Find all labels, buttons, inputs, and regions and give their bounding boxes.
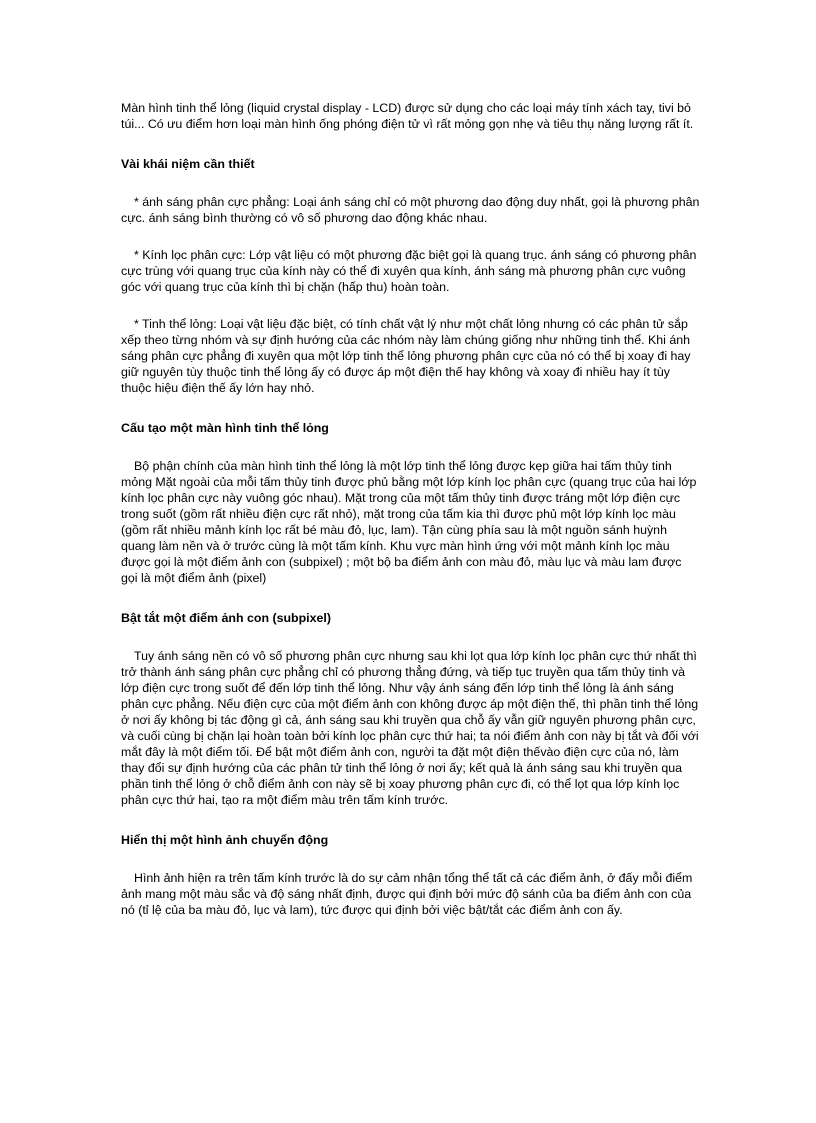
heading-concepts: Vài khái niệm cần thiết [121,157,255,171]
concept-liquid-crystal: * Tinh thể lỏng: Loại vật liệu đặc biệt, có tính chất vật lý như một chất lỏng nhưng có các phân tử sắp xếp theo từng nhóm và sự định hướng của các nhóm này làm chúng giống như những tinh thể. Khi ánh sáng phân cực phẳng đi xuyên qua một lớp tinh thể lỏng phương phân cực của nó có thể bị xoay đi hay giữ nguyên tùy thuộc tinh thể lỏng ấy có được áp một điện thế hay không và xoay đi nhiều hay ít tùy thuộc hiệu điện thế ấy lớn hay nhỏ. [121,317,691,395]
motion-paragraph: Hình ảnh hiện ra trên tấm kính trước là do sự cảm nhận tổng thể tất cả các điểm ảnh, ở đấy mỗi điểm ảnh mang một màu sắc và độ sáng nhất định, được qui định bởi mức độ sánh của ba điểm ảnh con của nó (tỉ lệ của ba màu đỏ, lục và lam), tức được qui định bởi việc bật/tắt các điểm ảnh con ấy. [121,871,693,917]
concept-polarizing-filter: * Kính lọc phân cực: Lớp vật liệu có một phương đặc biệt gọi là quang trục. ánh sáng có phương phân cực trùng với quang trục của kính này có thể đi xuyên qua kính, ánh sáng mà phương phân cực vuông góc với quang trục của kính thì bị chặn (hấp thu) hoàn toàn. [121,248,697,294]
heading-structure: Cấu tạo một màn hình tinh thể lỏng [121,421,329,435]
subpixel-paragraph: Tuy ánh sáng nền có vô số phương phân cực nhưng sau khi lọt qua lớp kính lọc phân cực thứ nhất thì trở thành ánh sáng phân cực phẳng chỉ có phương thẳng đứng, và tiếp tục truyền qua tấm thủy tinh và lớp điện cực trong suốt để đến lớp tinh thể lỏng. Như vậy ánh sáng đến lớp tinh thể lỏng là ánh sáng phân cực phẳng. Nếu điện cực của một điểm ảnh con không được áp một điện thế, thì phần tinh thể lỏng ở nơi ấy không bị tác động gì cả, ánh sáng sau khi truyền qua chỗ ấy vẫn giữ nguyên phương phân cực, và cuối cùng bị chặn lại hoàn toàn bởi kính lọc phân cực thứ hai; ta nói điểm ảnh con này bị tắt và đối với mắt đây là một điểm tối. Để bật một điểm ảnh con, người ta đặt một điện thếvào điện cực của nó, làm thay đổi sự định hướng của các phân tử tinh thể lỏng ở nơi ấy; kết quả là ánh sáng sau khi truyền qua phần tinh thể lỏng ở chỗ điểm ảnh con này sẽ bị xoay phương phân cực đi, có thể lọt qua lớp kính lọc phân cực thứ hai, tạo ra một điểm màu trên tấm kính trước. [121,649,699,807]
intro-paragraph: Màn hình tinh thể lỏng (liquid crystal display - LCD) được sử dụng cho các loại máy tính xách tay, tivi bỏ túi... Có ưu điểm hơn loại màn hình ống phóng điện tử vì rất mỏng gọn nhẹ và tiêu thụ năng lượng rất ít. [121,101,694,131]
heading-subpixel-toggle: Bật tắt một điểm ảnh con (subpixel) [121,611,331,625]
heading-motion-display: Hiển thị một hình ảnh chuyển động [121,833,329,847]
document-page [121,100,701,918]
structure-paragraph: Bộ phận chính của màn hình tinh thể lỏng là một lớp tinh thể lỏng được kẹp giữa hai tấm thủy tinh mỏng Mặt ngoài của mỗi tấm thủy tinh được phủ bằng một lớp kính lọc phân cực (quang trục của hai lớp kính lọc phân cực này vuông góc nhau). Mặt trong của một tấm thủy tinh được tráng một lớp điện cực trong suốt (gồm rất nhiều điện cực rất nhỏ), mặt trong của tấm kia thì được phủ một lớp kính lọc màu (gồm rất nhiều mảnh kính lọc rất bé màu đỏ, lục, lam). Tận cùng phía sau là một nguồn sánh huỳnh quang làm nền và ở trước cùng là một tấm kính. Khu vực màn hình ứng với một mảnh kính lọc màu được gọi là một điểm ảnh con (subpixel) ; một bộ ba điểm ảnh con màu đỏ, màu lục và màu lam được gọi là một điểm ảnh (pixel) [121,459,697,585]
concept-polarized-light: * ánh sáng phân cực phẳng: Loại ánh sáng chỉ có một phương dao động duy nhất, gọi là phương phân cực. ánh sáng bình thường có vô số phương dao động khác nhau. [121,195,700,225]
